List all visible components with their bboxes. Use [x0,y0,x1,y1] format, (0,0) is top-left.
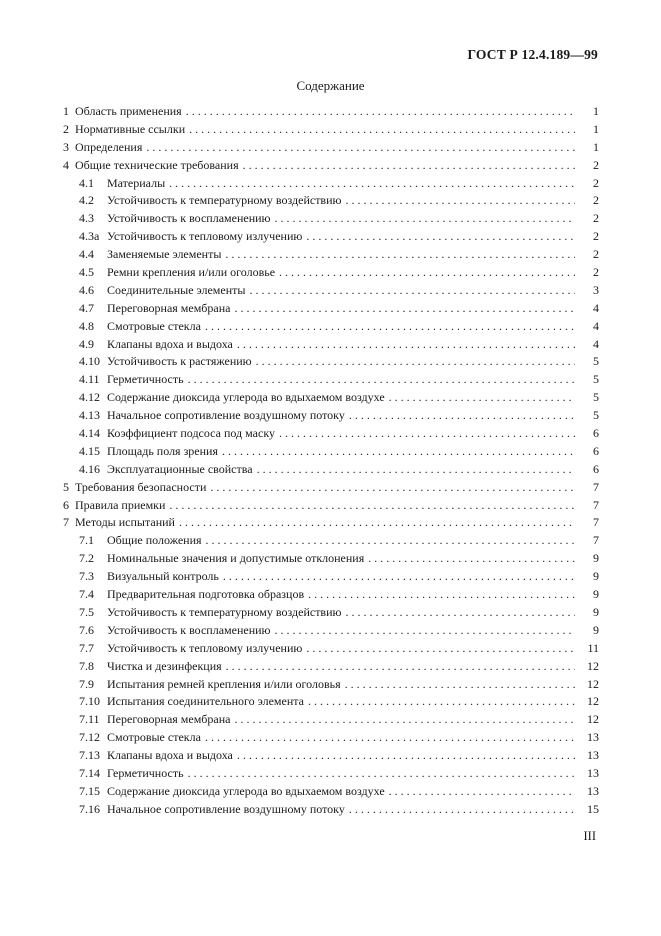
toc-entry-label: Смотровые стекла [107,318,201,333]
toc-entry[interactable] [63,318,599,336]
toc-entry-number: 7.13 [79,748,100,763]
toc-entry-label: Устойчивость к воспламенению [107,211,271,226]
toc-entry-label: Коэффициент подсоса под маску [107,426,275,441]
toc-entry-label: Ремни крепления и/или оголовье [107,265,276,280]
dot-leader [306,228,575,246]
toc-entry-number: 7.7 [79,640,94,655]
toc-entry-number: 7.5 [79,604,94,619]
page-number: III [583,829,596,843]
toc-entry-page: 4 [593,336,599,351]
toc-entry-page: 9 [593,604,599,619]
toc-entry-number: 4.8 [79,318,94,333]
dot-leader [275,210,575,228]
toc-entry-number: 7.9 [79,676,94,691]
toc-entry[interactable] [63,801,599,819]
dot-leader [275,622,575,640]
dot-leader [349,801,575,819]
toc-entry-page: 9 [593,569,599,584]
toc-entry-number: 4.9 [79,336,94,351]
dot-leader [189,121,575,139]
toc-entry-label: Номинальные значения и допустимые отклонения [107,551,365,566]
toc-entry[interactable] [63,658,599,676]
dot-leader [308,693,575,711]
toc-entry[interactable] [63,264,599,282]
toc-entry-number: 7.10 [79,694,100,709]
toc-entry[interactable] [63,514,599,532]
dot-leader [186,103,575,121]
toc-entry[interactable] [63,568,599,586]
toc-entry-number: 7.11 [79,712,100,727]
toc-entry[interactable] [63,210,599,228]
dot-leader [368,550,575,568]
toc-entry[interactable] [63,157,599,175]
toc-entry-label: Методы испытаний [75,515,175,530]
dot-leader [210,479,575,497]
dot-leader [237,747,575,765]
dot-leader [179,514,575,532]
toc-entry-page: 12 [587,658,599,673]
dot-leader [188,765,575,783]
toc-entry-number: 4.16 [79,461,100,476]
toc-entry-number: 7.6 [79,622,94,637]
toc-entry-label: Требования безопасности [75,479,207,494]
dot-leader [279,264,575,282]
toc-entry[interactable] [63,300,599,318]
toc-entry-label: Площадь поля зрения [107,443,218,458]
toc-entry-number: 4.14 [79,426,100,441]
toc-entry-label: Начальное сопротивление воздушному потоку [107,408,345,423]
toc-entry-number: 7.12 [79,730,100,745]
toc-entry-label: Устойчивость к воспламенению [107,622,271,637]
toc-entry-page: 15 [587,801,599,816]
toc-entry[interactable] [63,783,599,801]
toc-entry-number: 7.15 [79,783,100,798]
toc-entry-page: 4 [593,318,599,333]
toc-entry-page: 1 [593,139,599,154]
toc-entry-page: 5 [593,408,599,423]
toc-entry-page: 9 [593,622,599,637]
dot-leader [237,336,575,354]
toc-entry-page: 7 [593,497,599,512]
toc-entry-number: 4.3а [79,229,100,244]
toc-entry-page: 5 [593,372,599,387]
toc-entry-label: Устойчивость к растяжению [107,354,252,369]
toc-entry[interactable] [63,371,599,389]
toc-entry-page: 6 [593,426,599,441]
toc-entry[interactable] [63,479,599,497]
toc-entry-number: 7.1 [79,533,94,548]
toc-entry[interactable] [63,676,599,694]
toc-entry[interactable] [63,622,599,640]
toc-entry-number: 4.10 [79,354,100,369]
toc-entry-label: Герметичность [107,765,184,780]
dot-leader [169,497,575,515]
toc-entry-label: Содержание диоксида углерода во вдыхаемом воздухе [107,783,385,798]
toc-entry-label: Клапаны вдоха и выдоха [107,336,233,351]
toc-entry-label: Испытания ремней крепления и/или оголовья [107,676,341,691]
toc-entry[interactable] [63,139,599,157]
dot-leader [345,676,575,694]
toc-entry-page: 13 [587,748,599,763]
toc-entry[interactable] [63,443,599,461]
toc-entry-page: 1 [593,121,599,136]
toc-entry-page: 5 [593,354,599,369]
toc-entry-page: 2 [593,157,599,172]
toc-entry[interactable] [63,192,599,210]
toc-entry-label: Устойчивость к тепловому излучению [107,640,303,655]
toc-entry[interactable] [63,693,599,711]
toc-entry-number: 7.8 [79,658,94,673]
toc-entry-number: 7.14 [79,765,100,780]
toc-entry-page: 1 [593,104,599,118]
toc-entry-page: 13 [587,783,599,798]
toc-entry-label: Определения [75,139,143,154]
toc-entry-label: Чистка и дезинфекция [107,658,222,673]
toc-entry-number: 4.5 [79,265,94,280]
toc-entry-label: Начальное сопротивление воздушному потоку [107,801,345,816]
toc-entry-page: 2 [593,265,599,280]
dot-leader [306,640,575,658]
toc-entry[interactable] [63,336,599,354]
toc-entry-number: 7.4 [79,587,94,602]
toc-entry-number: 7.16 [79,801,100,816]
dot-leader [308,586,575,604]
toc-entry-number: 1 [63,104,69,118]
toc-entry[interactable] [63,747,599,765]
toc-entry[interactable] [63,497,599,515]
toc-entry-page: 2 [593,229,599,244]
toc-entry-label: Визуальный контроль [107,569,219,584]
toc-entry[interactable] [63,121,599,139]
dot-leader [206,532,575,550]
toc-entry-label: Клапаны вдоха и выдоха [107,748,233,763]
dot-leader [389,783,575,801]
toc-entry-number: 4 [63,157,69,172]
toc-entry-label: Устойчивость к температурному воздействию [107,604,342,619]
toc-entry-number: 4.12 [79,390,100,405]
toc-entry-label: Испытания соединительного элемента [107,694,304,709]
toc-entry-label: Заменяемые элементы [107,247,222,262]
toc-entry-page: 13 [587,765,599,780]
toc-entry-number: 7.2 [79,551,94,566]
toc-entry-label: Устойчивость к температурному воздействию [107,193,342,208]
toc-entry-page: 2 [593,175,599,190]
toc-entry[interactable] [63,461,599,479]
toc-entry-label: Материалы [107,175,166,190]
toc-entry[interactable] [63,353,599,371]
toc-entry-page: 2 [593,247,599,262]
toc-entry[interactable] [63,729,599,747]
toc-entry[interactable] [63,282,599,300]
toc-entry[interactable] [63,711,599,729]
toc-entry[interactable] [63,425,599,443]
dot-leader [225,246,575,264]
toc-entry-number: 5 [63,479,69,494]
toc-entry-number: 4.6 [79,282,94,297]
toc-entry-page: 6 [593,443,599,458]
toc-entry-number: 3 [63,139,69,154]
toc-entry[interactable] [63,765,599,783]
toc-entry-page: 13 [587,730,599,745]
dot-leader [256,353,575,371]
toc-entry[interactable] [63,604,599,622]
dot-leader [235,711,576,729]
toc-entry-label: Смотровые стекла [107,730,201,745]
toc-entry-number: 4.7 [79,300,94,315]
toc-entry-page: 7 [593,515,599,530]
dot-leader [169,175,575,193]
toc-entry-number: 4.15 [79,443,100,458]
table-of-contents [63,103,599,819]
toc-entry[interactable] [63,389,599,407]
toc-entry-label: Предварительная подготовка образцов [107,587,305,602]
toc-entry[interactable] [63,103,599,121]
dot-leader [346,192,576,210]
toc-entry-label: Переговорная мембрана [107,300,231,315]
toc-entry-label: Область применения [75,104,182,118]
toc-entry-page: 7 [593,479,599,494]
dot-leader [235,300,576,318]
toc-entry-number: 4.2 [79,193,94,208]
toc-entry-number: 7.3 [79,569,94,584]
dot-leader [223,568,575,586]
dot-leader [257,461,575,479]
toc-entry-page: 9 [593,587,599,602]
toc-entry[interactable] [63,532,599,550]
toc-entry-label: Переговорная мембрана [107,712,231,727]
toc-entry[interactable] [63,228,599,246]
toc-entry-number: 7 [63,515,69,530]
toc-entry-number: 4.11 [79,372,100,387]
toc-entry[interactable] [63,550,599,568]
toc-entry[interactable] [63,175,599,193]
toc-entry-label: Правила приемки [75,497,166,512]
toc-entry-page: 9 [593,551,599,566]
toc-entry-number: 4.4 [79,247,94,262]
dot-leader [389,389,575,407]
dot-leader [346,604,576,622]
toc-entry-page: 12 [587,694,599,709]
toc-entry-label: Соединительные элементы [107,282,246,297]
dot-leader [279,425,575,443]
toc-entry[interactable] [63,246,599,264]
dot-leader [188,371,575,389]
toc-entry-number: 4.13 [79,408,100,423]
document-code: ГОСТ Р 12.4.189—99 [467,47,598,62]
toc-entry-label: Нормативные ссылки [75,121,186,136]
toc-entry[interactable] [63,640,599,658]
toc-entry-number: 4.3 [79,211,94,226]
dot-leader [226,658,575,676]
toc-entry-label: Устойчивость к тепловому излучению [107,229,303,244]
toc-entry-page: 2 [593,193,599,208]
toc-entry-page: 12 [587,712,599,727]
dot-leader [249,282,575,300]
toc-entry[interactable] [63,407,599,425]
toc-entry-label: Герметичность [107,372,184,387]
dot-leader [243,157,575,175]
toc-entry[interactable] [63,586,599,604]
toc-entry-page: 12 [587,676,599,691]
toc-entry-number: 4.1 [79,175,94,190]
toc-entry-page: 7 [593,533,599,548]
toc-entry-page: 5 [593,390,599,405]
toc-entry-page: 6 [593,461,599,476]
toc-entry-page: 2 [593,211,599,226]
dot-leader [349,407,575,425]
dot-leader [205,729,575,747]
dot-leader [205,318,575,336]
toc-entry-number: 6 [63,497,69,512]
toc-entry-number: 2 [63,121,69,136]
toc-entry-label: Общие положения [107,533,202,548]
toc-entry-page: 11 [587,640,599,655]
toc-entry-label: Общие технические требования [75,157,239,172]
toc-entry-label: Содержание диоксида углерода во вдыхаемом воздухе [107,390,385,405]
dot-leader [222,443,575,461]
toc-entry-page: 4 [593,300,599,315]
toc-entry-label: Эксплуатационные свойства [107,461,253,476]
toc-title: Содержание [296,78,365,93]
toc-entry-page: 3 [593,282,599,297]
dot-leader [146,139,575,157]
